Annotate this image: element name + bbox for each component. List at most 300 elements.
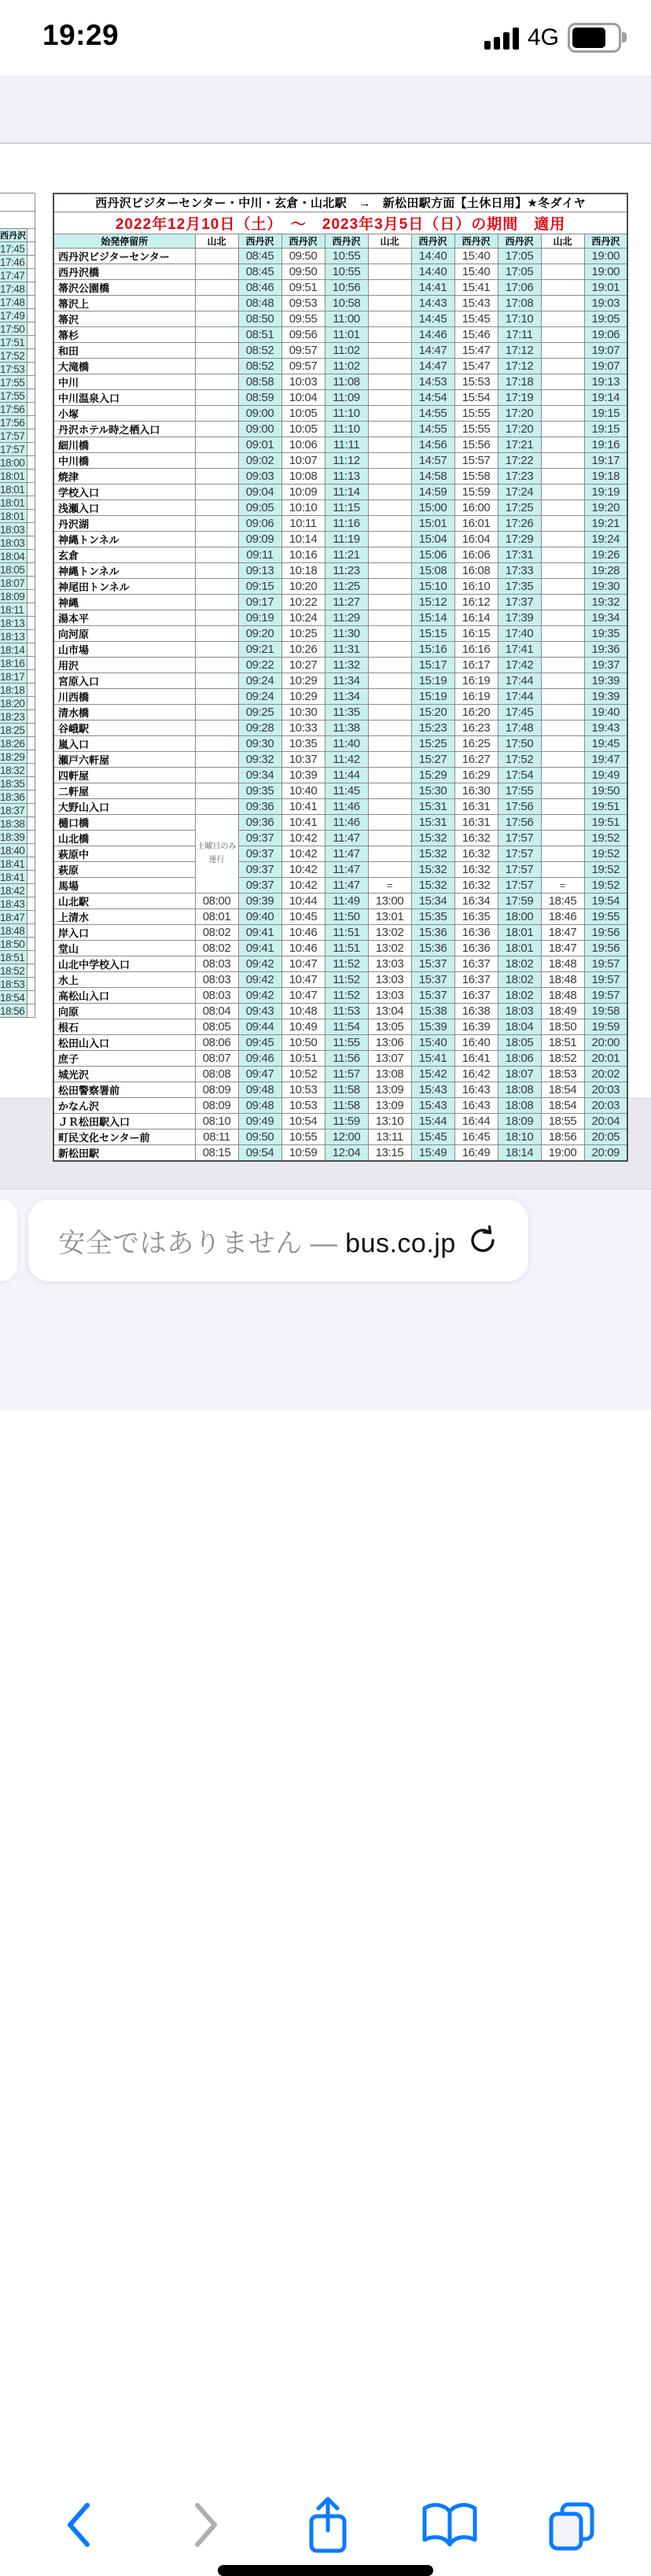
time-cell <box>541 783 584 798</box>
stop-name-cell: 学校入口 <box>53 484 195 499</box>
time-cell: 09:41 <box>238 924 281 940</box>
time-cell: 15:43 <box>454 295 498 311</box>
time-cell <box>195 657 238 673</box>
table-row <box>0 897 35 911</box>
time-cell <box>368 814 411 830</box>
time-cell: 10:16 <box>281 547 325 562</box>
strip-time-cell: 17:57 <box>0 429 28 443</box>
time-cell: 16:43 <box>454 1097 498 1113</box>
table-row <box>53 389 627 405</box>
stop-name-cell: 湯本平 <box>53 610 195 625</box>
time-cell: 13:03 <box>368 956 411 971</box>
time-cell: 13:06 <box>368 1034 411 1050</box>
stop-name-cell: 向河原 <box>53 625 195 641</box>
time-cell: 10:04 <box>281 389 325 405</box>
time-cell: 19:39 <box>584 673 627 688</box>
strip-time-cell: 17:47 <box>0 269 28 282</box>
saturday-only-note: 土曜日のみ 運行 <box>195 814 238 893</box>
time-cell: 10:33 <box>281 720 325 735</box>
time-cell: 17:20 <box>498 421 541 437</box>
bookmarks-icon[interactable] <box>406 2486 493 2564</box>
column-header: 西丹沢 <box>454 234 498 248</box>
table-row <box>0 670 35 684</box>
time-cell: 10:50 <box>281 1034 325 1050</box>
strip-time-cell: 18:25 <box>0 724 28 737</box>
time-cell <box>195 295 238 311</box>
time-cell: 10:42 <box>281 846 325 861</box>
table-row <box>53 1129 627 1144</box>
battery-icon <box>568 23 621 53</box>
stop-name-cell: 清水橋 <box>53 704 195 720</box>
time-cell: 19:00 <box>584 248 627 263</box>
time-cell: 13:15 <box>368 1144 411 1161</box>
time-cell: 19:21 <box>584 515 627 531</box>
adjacent-tab-pill[interactable] <box>0 1200 17 1281</box>
stop-name-cell: 瀬戸六軒屋 <box>53 751 195 767</box>
time-cell: 09:50 <box>281 263 325 279</box>
time-cell: 18:48 <box>541 956 584 971</box>
home-indicator[interactable] <box>218 2565 433 2576</box>
time-cell: 19:19 <box>584 484 627 499</box>
time-cell <box>368 846 411 861</box>
time-cell <box>541 798 584 814</box>
strip-time-cell: 18:51 <box>0 951 28 964</box>
table-row <box>0 523 35 536</box>
strip-sliver <box>28 924 35 938</box>
time-cell: 15:10 <box>411 578 454 594</box>
table-row <box>0 777 35 790</box>
time-cell: 10:49 <box>281 1019 325 1034</box>
time-cell: 09:13 <box>238 562 281 578</box>
time-cell: 16:27 <box>454 751 498 767</box>
time-cell: 16:14 <box>454 610 498 625</box>
time-cell: 18:03 <box>498 1003 541 1019</box>
table-row <box>53 1034 627 1050</box>
time-cell: 08:03 <box>195 987 238 1003</box>
table-row <box>0 416 35 429</box>
time-cell <box>195 326 238 342</box>
stop-name-cell: 玄倉 <box>53 547 195 562</box>
stop-name-cell: 丹沢ホテル時之栖入口 <box>53 421 195 437</box>
time-cell: 11:29 <box>325 610 368 625</box>
table-row <box>53 625 627 641</box>
strip-sliver <box>28 777 35 790</box>
time-cell: 13:10 <box>368 1113 411 1129</box>
address-bar[interactable] <box>28 1200 528 1281</box>
table-row <box>0 443 35 456</box>
time-cell: 10:14 <box>281 531 325 547</box>
time-cell <box>368 358 411 374</box>
strip-sliver <box>28 978 35 991</box>
strip-time-cell: 18:03 <box>0 536 28 550</box>
time-cell: 11:58 <box>325 1097 368 1113</box>
back-icon[interactable] <box>35 2486 122 2564</box>
time-cell: 15:19 <box>411 673 454 688</box>
time-cell: 10:41 <box>281 814 325 830</box>
strip-time-cell: 18:26 <box>0 737 28 750</box>
table-row <box>53 657 627 673</box>
stop-name-cell: 庶子 <box>53 1050 195 1066</box>
time-cell <box>195 531 238 547</box>
time-cell <box>195 358 238 374</box>
strip-sliver <box>28 282 35 296</box>
time-cell <box>368 311 411 326</box>
stop-name-cell: 馬場 <box>53 877 195 893</box>
table-row <box>53 311 627 326</box>
strip-time-cell: 17:52 <box>0 349 28 363</box>
time-cell: 09:19 <box>238 610 281 625</box>
time-cell <box>368 830 411 846</box>
stop-name-cell: 和田 <box>53 342 195 358</box>
time-cell: 19:52 <box>584 877 627 893</box>
time-cell: 09:35 <box>238 783 281 798</box>
time-cell: 11:31 <box>325 641 368 657</box>
time-cell: 11:35 <box>325 704 368 720</box>
time-cell: 15:38 <box>411 1003 454 1019</box>
strip-sliver <box>28 844 35 857</box>
table-row <box>0 229 35 242</box>
time-cell: 19:57 <box>584 987 627 1003</box>
valid-period-notice: 2022年12月10日（土） ～ 2023年3月5日（日）の期間 適用 <box>53 212 627 234</box>
time-cell: 14:47 <box>411 358 454 374</box>
time-cell: 19:00 <box>541 1144 584 1161</box>
time-cell: 17:54 <box>498 767 541 783</box>
time-cell <box>368 673 411 688</box>
strip-time-cell: 18:38 <box>0 817 28 831</box>
time-cell <box>195 279 238 295</box>
strip-time-cell: 18:13 <box>0 617 28 630</box>
time-cell: 15:35 <box>411 908 454 924</box>
strip-time-cell: 17:46 <box>0 256 28 269</box>
strip-sliver <box>28 871 35 884</box>
time-cell: 15:53 <box>454 374 498 389</box>
time-cell: 09:06 <box>238 515 281 531</box>
strip-time-cell: 17:49 <box>0 309 28 322</box>
strip-time-cell: 18:35 <box>0 777 28 790</box>
time-cell: 11:08 <box>325 374 368 389</box>
strip-time-cell: 17:55 <box>0 376 28 389</box>
time-cell: 11:50 <box>325 908 368 924</box>
time-cell: 13:11 <box>368 1129 411 1144</box>
time-cell: 09:42 <box>238 971 281 987</box>
time-cell: 18:54 <box>541 1082 584 1097</box>
time-cell: 17:23 <box>498 468 541 484</box>
time-cell: 09:36 <box>238 798 281 814</box>
time-cell: 10:46 <box>281 940 325 956</box>
forward-icon[interactable] <box>163 2486 249 2564</box>
table-row <box>53 484 627 499</box>
table-row <box>0 483 35 496</box>
table-row <box>53 1050 627 1066</box>
time-cell: 19:28 <box>584 562 627 578</box>
time-cell <box>195 248 238 263</box>
strip-sliver <box>28 737 35 750</box>
table-row <box>0 697 35 710</box>
time-cell: 13:04 <box>368 1003 411 1019</box>
time-cell: 16:23 <box>454 720 498 735</box>
time-cell: 09:42 <box>238 956 281 971</box>
time-cell: 11:00 <box>325 311 368 326</box>
time-cell: 19:51 <box>584 798 627 814</box>
time-cell: 11:10 <box>325 405 368 421</box>
reload-icon[interactable] <box>467 1225 498 1256</box>
time-cell: 09:00 <box>238 405 281 421</box>
clock: 19:29 <box>42 19 120 51</box>
stop-name-cell: 向原 <box>53 1003 195 1019</box>
strip-time-cell: 18:20 <box>0 697 28 710</box>
timetable <box>53 193 628 1162</box>
time-cell: 10:35 <box>281 735 325 751</box>
strip-time-cell: 18:42 <box>0 884 28 897</box>
time-cell: 19:07 <box>584 342 627 358</box>
time-cell: 10:53 <box>281 1097 325 1113</box>
strip-column-header: 西丹沢 <box>0 229 28 242</box>
time-cell: 10:42 <box>281 877 325 893</box>
strip-time-cell: 17:56 <box>0 416 28 429</box>
time-cell: 16:36 <box>454 940 498 956</box>
safari-toolbar <box>0 1188 651 1410</box>
time-cell <box>541 767 584 783</box>
time-cell: 16:20 <box>454 704 498 720</box>
time-cell: 09:17 <box>238 594 281 610</box>
time-cell <box>195 311 238 326</box>
strip-time-cell: 18:53 <box>0 978 28 991</box>
time-cell: 09:45 <box>238 1034 281 1050</box>
stop-name-cell: 松田警察署前 <box>53 1082 195 1097</box>
column-header: 山北 <box>195 234 238 248</box>
network-type-label: 4G <box>527 24 559 50</box>
time-cell <box>541 578 584 594</box>
time-cell: 17:05 <box>498 248 541 263</box>
table-row <box>0 242 35 256</box>
table-row <box>53 263 627 279</box>
time-cell: 11:54 <box>325 1019 368 1034</box>
time-cell: 17:52 <box>498 751 541 767</box>
strip-sliver <box>28 309 35 322</box>
time-cell: 09:04 <box>238 484 281 499</box>
time-cell: 10:48 <box>281 1003 325 1019</box>
time-cell: 15:45 <box>411 1129 454 1144</box>
table-row <box>53 578 627 594</box>
time-cell: 10:18 <box>281 562 325 578</box>
time-cell: 19:20 <box>584 499 627 515</box>
strip-time-cell: 18:36 <box>0 790 28 804</box>
time-cell <box>368 405 411 421</box>
time-cell: 18:09 <box>498 1113 541 1129</box>
stop-name-cell: 神縄 <box>53 594 195 610</box>
time-cell: 19:49 <box>584 767 627 783</box>
time-cell: 13:09 <box>368 1097 411 1113</box>
share-icon[interactable] <box>285 2486 371 2564</box>
tabs-icon[interactable] <box>528 2486 615 2564</box>
time-cell <box>541 673 584 688</box>
time-cell: 19:36 <box>584 641 627 657</box>
time-cell <box>195 720 238 735</box>
time-cell <box>541 499 584 515</box>
strip-time-cell: 18:37 <box>0 804 28 817</box>
time-cell: 16:32 <box>454 830 498 846</box>
strip-time-cell: 17:51 <box>0 336 28 349</box>
time-cell <box>368 735 411 751</box>
stop-name-cell: 箒沢 <box>53 311 195 326</box>
time-cell: 09:57 <box>281 358 325 374</box>
time-cell <box>195 515 238 531</box>
time-cell: 19:50 <box>584 783 627 798</box>
table-row <box>0 978 35 991</box>
table-row <box>53 908 627 924</box>
table-row <box>0 724 35 737</box>
time-cell: 17:18 <box>498 374 541 389</box>
time-cell: 16:00 <box>454 499 498 515</box>
time-cell: 11:46 <box>325 798 368 814</box>
time-cell: 11:45 <box>325 783 368 798</box>
time-cell: 08:00 <box>195 893 238 908</box>
time-cell: 18:01 <box>498 924 541 940</box>
time-cell: 17:12 <box>498 342 541 358</box>
time-cell: 17:22 <box>498 452 541 468</box>
table-row <box>53 326 627 342</box>
table-row <box>0 710 35 724</box>
strip-sliver <box>28 496 35 510</box>
strip-sliver <box>28 577 35 590</box>
time-cell: 15:19 <box>411 688 454 704</box>
time-cell: 09:42 <box>238 987 281 1003</box>
time-cell: 08:46 <box>238 279 281 295</box>
table-row <box>53 1066 627 1082</box>
strip-sliver <box>28 550 35 563</box>
strip-sliver <box>28 964 35 978</box>
time-cell: 19:52 <box>584 846 627 861</box>
strip-time-cell: 17:45 <box>0 242 28 256</box>
time-cell <box>195 578 238 594</box>
time-cell <box>368 610 411 625</box>
table-row <box>53 720 627 735</box>
time-cell: 15:57 <box>454 452 498 468</box>
time-cell: 10:20 <box>281 578 325 594</box>
table-row <box>0 282 35 296</box>
table-row <box>53 452 627 468</box>
strip-sliver <box>28 269 35 282</box>
stop-name-cell: 堂山 <box>53 940 195 956</box>
time-cell <box>541 311 584 326</box>
table-row <box>0 212 35 229</box>
time-cell <box>368 295 411 311</box>
time-cell: 08:08 <box>195 1066 238 1082</box>
time-cell: 15:15 <box>411 625 454 641</box>
time-cell: 18:05 <box>498 1034 541 1050</box>
time-cell: 11:52 <box>325 987 368 1003</box>
time-cell <box>541 374 584 389</box>
time-cell: 15:31 <box>411 798 454 814</box>
strip-time-cell: 18:17 <box>0 670 28 684</box>
time-cell: 17:45 <box>498 704 541 720</box>
time-cell: 11:27 <box>325 594 368 610</box>
strip-sliver <box>28 790 35 804</box>
strip-time-cell: 18:01 <box>0 483 28 496</box>
strip-sliver <box>28 229 35 242</box>
time-cell: 19:56 <box>584 940 627 956</box>
table-row <box>53 798 627 814</box>
time-cell: 17:21 <box>498 437 541 452</box>
time-cell: 16:37 <box>454 971 498 987</box>
time-cell: 17:06 <box>498 279 541 295</box>
time-cell: 10:55 <box>325 263 368 279</box>
time-cell: 16:31 <box>454 798 498 814</box>
table-row <box>0 737 35 750</box>
strip-time-cell: 18:23 <box>0 710 28 724</box>
strip-time-cell: 18:54 <box>0 991 28 1004</box>
time-cell: 11:52 <box>325 956 368 971</box>
time-cell: 09:56 <box>281 326 325 342</box>
table-row <box>0 510 35 523</box>
time-cell: 14:55 <box>411 405 454 421</box>
strip-sliver <box>28 643 35 657</box>
column-header: 山北 <box>541 234 584 248</box>
strip-time-cell: 18:00 <box>0 456 28 470</box>
time-cell <box>368 594 411 610</box>
strip-sliver <box>28 296 35 309</box>
strip-sliver <box>28 911 35 924</box>
table-row <box>53 688 627 704</box>
time-cell <box>368 421 411 437</box>
time-cell: 19:15 <box>584 405 627 421</box>
time-cell: 16:37 <box>454 987 498 1003</box>
time-cell: 19:47 <box>584 751 627 767</box>
table-row <box>53 987 627 1003</box>
time-cell: 19:05 <box>584 311 627 326</box>
time-cell: 13:09 <box>368 1082 411 1097</box>
time-cell: 16:12 <box>454 594 498 610</box>
strip-time-cell: 18:04 <box>0 550 28 563</box>
time-cell: 08:09 <box>195 1082 238 1097</box>
time-cell <box>195 499 238 515</box>
time-cell: 16:01 <box>454 515 498 531</box>
table-row <box>0 964 35 978</box>
table-row <box>0 269 35 282</box>
time-cell: 14:54 <box>411 389 454 405</box>
time-cell: 17:12 <box>498 358 541 374</box>
stop-name-cell: 西丹沢ビジターセンター <box>53 248 195 263</box>
time-cell: 15:04 <box>411 531 454 547</box>
table-row <box>53 1144 627 1161</box>
time-cell: 19:32 <box>584 594 627 610</box>
time-cell: 19:17 <box>584 452 627 468</box>
time-cell: 19:30 <box>584 578 627 594</box>
time-cell: 11:56 <box>325 1050 368 1066</box>
time-cell: 08:10 <box>195 1113 238 1129</box>
time-cell: 08:02 <box>195 940 238 956</box>
time-cell: 17:55 <box>498 783 541 798</box>
time-cell: 16:38 <box>454 1003 498 1019</box>
time-cell <box>368 452 411 468</box>
time-cell: 19:43 <box>584 720 627 735</box>
stop-name-cell: 箒沢上 <box>53 295 195 311</box>
strip-sliver <box>28 336 35 349</box>
time-cell: 18:02 <box>498 987 541 1003</box>
time-cell: 18:04 <box>498 1019 541 1034</box>
time-cell: 18:00 <box>498 908 541 924</box>
time-cell: 15:42 <box>411 1066 454 1082</box>
table-row <box>0 376 35 389</box>
stop-name-cell: 町民文化センター前 <box>53 1129 195 1144</box>
time-cell: 17:57 <box>498 846 541 861</box>
strip-sliver <box>28 470 35 483</box>
time-cell: 15:36 <box>411 924 454 940</box>
time-cell: 10:46 <box>281 924 325 940</box>
time-cell: 15:43 <box>411 1097 454 1113</box>
time-cell <box>368 720 411 735</box>
table-row <box>53 515 627 531</box>
